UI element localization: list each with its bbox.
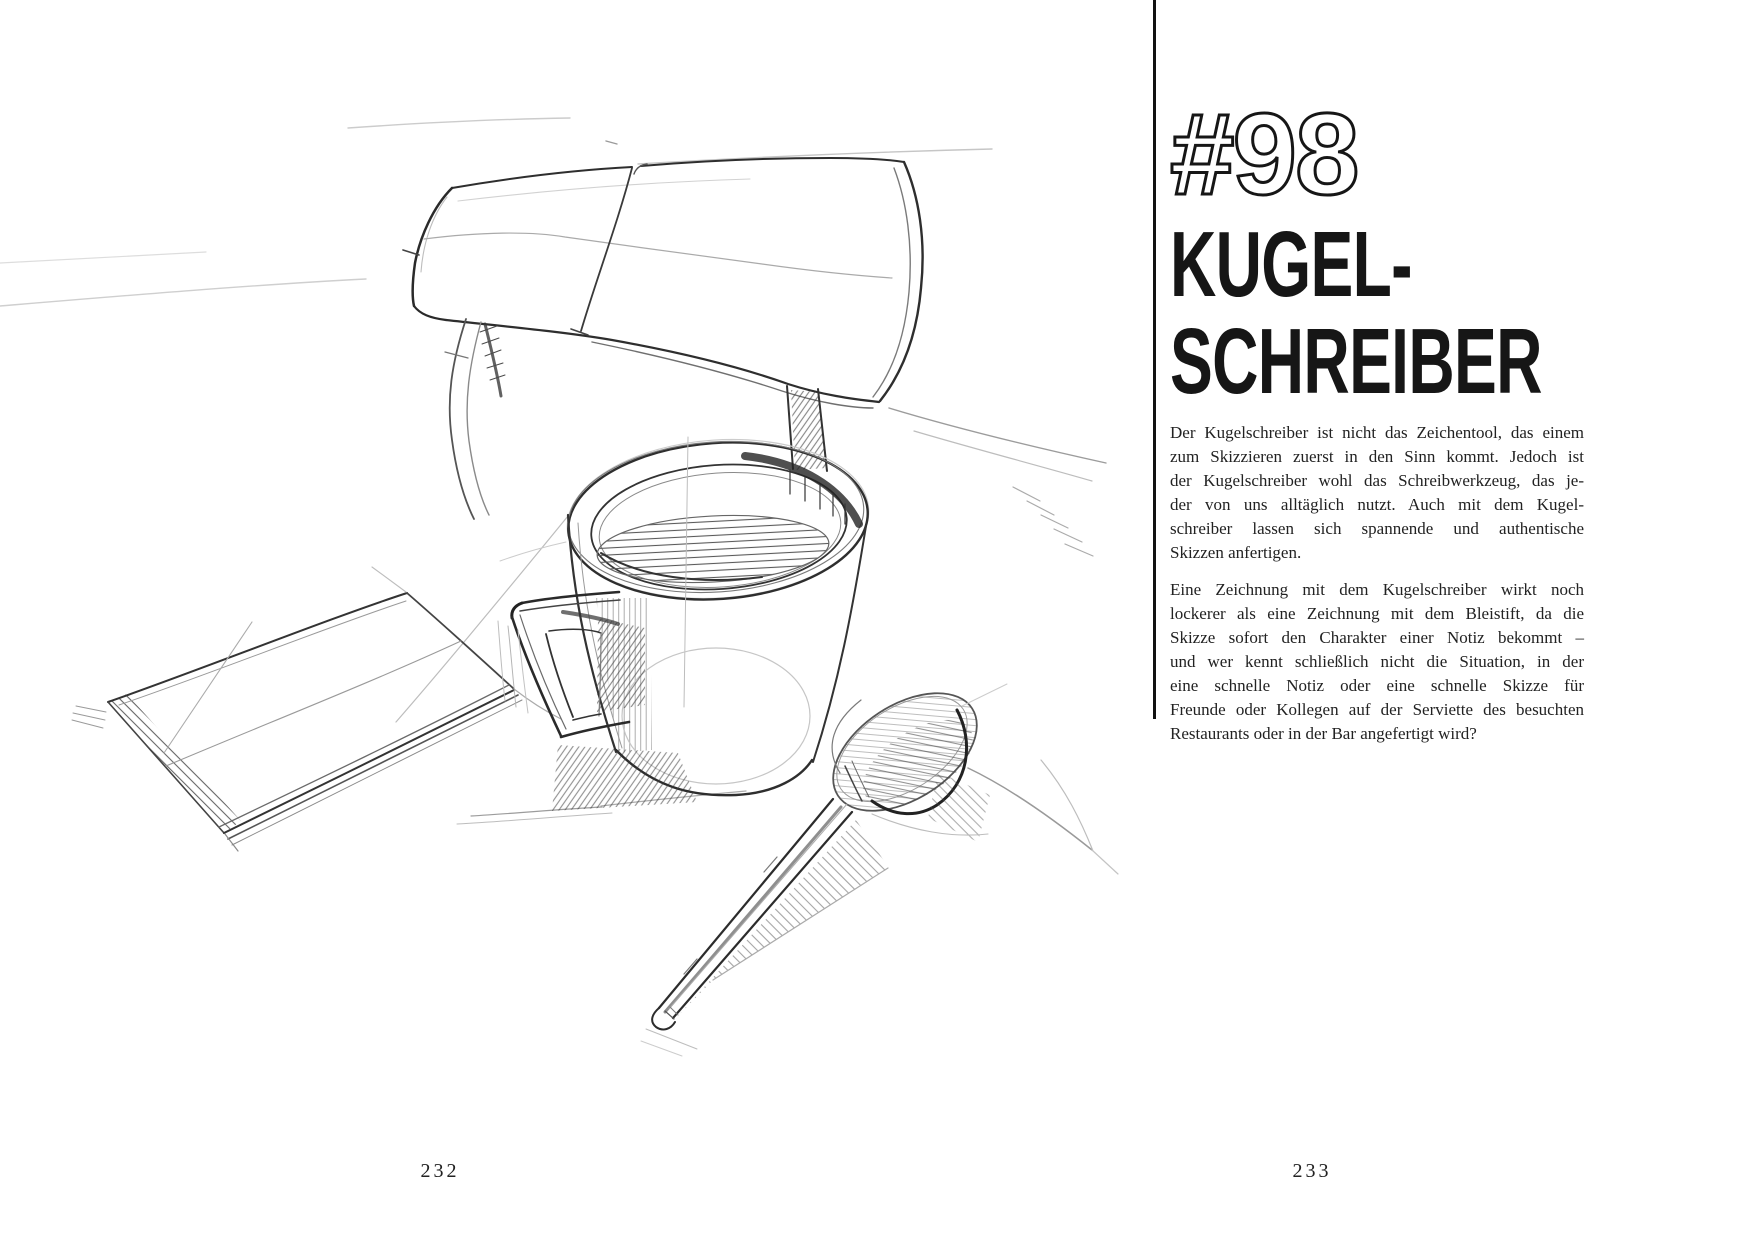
napkin-sketch <box>72 567 561 851</box>
article-number-text: #98 <box>1170 89 1358 219</box>
article-body <box>1170 421 1584 759</box>
article-number <box>1170 89 1358 219</box>
chair-sketch <box>403 158 923 519</box>
paragraph-1: Der Kugelschreiber ist nicht das Zeichentool, das einem zum Skizzieren zuerst in den Sinn kommt. Jedoch ist der Kugelschreiber wohl das Schreibwerkzeug, das je- der von uns alltäglich nutzt. Auch mit dem Kugel- schreiber lassen sich spannende und authentische Skizzen anfertigen. <box>1170 423 1584 562</box>
mug-handle <box>597 618 645 712</box>
mug-sketch <box>498 430 874 811</box>
page-number-right: 233 <box>1292 1160 1332 1182</box>
page-rule <box>1153 0 1156 719</box>
page-title <box>1170 212 1730 413</box>
page-number-left: 232 <box>420 1160 460 1182</box>
paragraph-2: Eine Zeichnung mit dem Kugelschreiber wirkt noch lockerer als eine Zeichnung mit dem Bleistift, da die Skizze sofort den Charakter einer Notiz bekommt – und wer kennt schließlich nicht die Situation, in der eine schnelle Notiz oder eine schnelle Skizze für Freunde oder Kollegen auf der Serviette des besuchten Restaurants oder in der Bar angefertigt wird? <box>1170 580 1584 743</box>
page-title-lines: KUGEL- SCHREIBER <box>1170 212 1542 413</box>
